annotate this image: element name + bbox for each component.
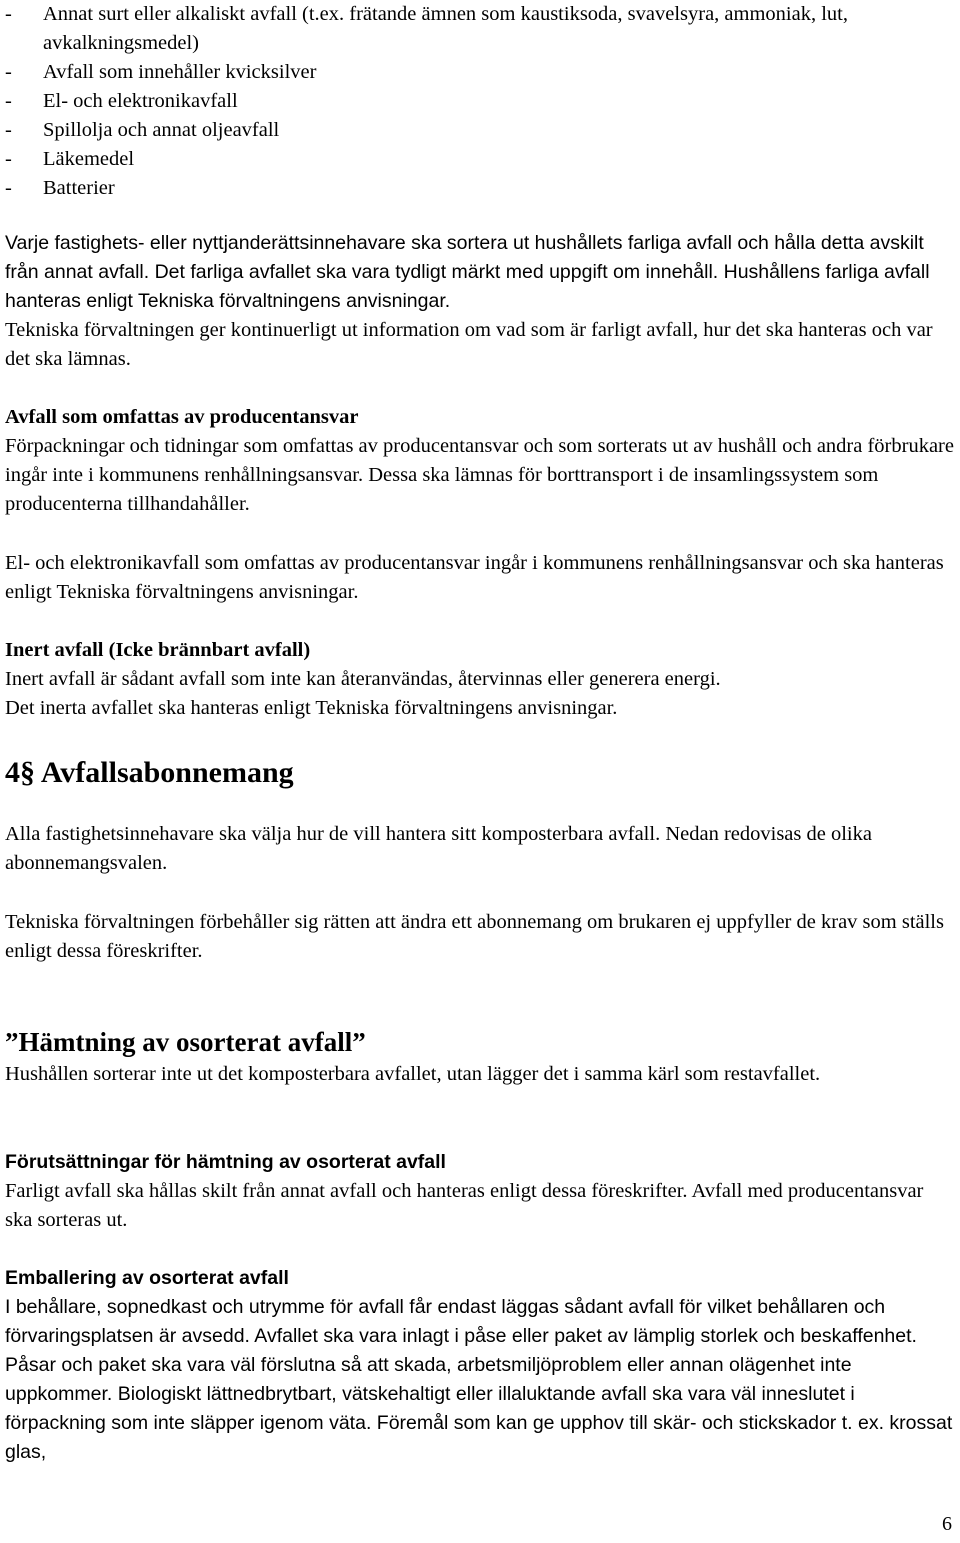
inert-waste-line-2: Det inerta avfallet ska hanteras enligt Tekniska förvaltningens anvisningar. bbox=[5, 697, 618, 719]
hazard-sorting-paragraph: Varje fastighets- eller nyttjanderättsinnehavare ska sortera ut hushållets farliga avfall och hålla detta avskilt från annat avfall. Det farliga avfallet ska vara tydligt märkt med uppgift om innehåll. Hushållens farliga avfall hanteras enligt Tekniska förvaltningens anvisningar. bbox=[5, 232, 930, 312]
electronics-paragraph: El- och elektronikavfall som omfattas av producentansvar ingår i kommunens renhållningsansvar och ska hanteras enligt Tekniska förvaltningens anvisningar. bbox=[5, 552, 944, 603]
list-dash: - bbox=[5, 90, 12, 112]
list-item bbox=[5, 0, 955, 58]
section-4-title: 4§ Avfallsabonnemang bbox=[5, 756, 294, 789]
list-item bbox=[5, 58, 955, 87]
conditions-paragraph: Farligt avfall ska hållas skilt från annat avfall och hanteras enligt dessa föreskrifter. Avfall med producentansvar ska sorteras ut. bbox=[5, 1180, 924, 1231]
list-dash: - bbox=[5, 177, 12, 199]
list-item bbox=[5, 145, 955, 174]
list-dash: - bbox=[5, 119, 12, 141]
producer-responsibility-paragraph: Förpackningar och tidningar som omfattas av producentansvar och som sorterats ut av hushåll och andra förbrukare ingår inte i kommunens renhållningsansvar. Dessa ska lämnas för borttransport i de insamlingssystem som producenterna tillhandahåller. bbox=[5, 435, 954, 515]
inert-waste-heading: Inert avfall (Icke brännbart avfall) bbox=[5, 639, 311, 661]
packaging-heading: Emballering av osorterat avfall bbox=[5, 1267, 289, 1289]
list-item bbox=[5, 87, 955, 116]
list-dash: - bbox=[5, 3, 12, 25]
producer-responsibility-heading: Avfall som omfattas av producentansvar bbox=[5, 406, 359, 428]
list-dash: - bbox=[5, 61, 12, 83]
list-dash: - bbox=[5, 148, 12, 170]
list-item-text: El- och elektronikavfall bbox=[43, 90, 238, 112]
list-item bbox=[5, 174, 955, 203]
subscription-intro-paragraph: Alla fastighetsinnehavare ska välja hur de vill hantera sitt komposterbara avfall. Nedan redovisas de olika abonnemangsvalen. bbox=[5, 823, 872, 874]
hazardous-waste-list bbox=[5, 0, 955, 203]
list-item-text: Annat surt eller alkaliskt avfall (t.ex. frätande ämnen som kaustiksoda, svavelsyra, ammoniak, lut, avkalkningsmedel) bbox=[43, 3, 848, 54]
list-item bbox=[5, 116, 955, 145]
unsorted-collection-paragraph: Hushållen sorterar inte ut det komposterbara avfallet, utan lägger det i samma kärl som restavfallet. bbox=[5, 1063, 821, 1085]
list-item-text: Spillolja och annat oljeavfall bbox=[43, 119, 280, 141]
list-item-text: Batterier bbox=[43, 177, 115, 199]
hazard-info-paragraph: Tekniska förvaltningen ger kontinuerligt ut information om vad som är farligt avfall, hur det ska hanteras och var det ska lämnas. bbox=[5, 319, 933, 370]
subscription-change-paragraph: Tekniska förvaltningen förbehåller sig rätten att ändra ett abonnemang om brukaren ej uppfyller de krav som ställs enligt dessa föreskrifter. bbox=[5, 911, 944, 962]
inert-waste-line-1: Inert avfall är sådant avfall som inte kan återanvändas, återvinnas eller generera energi. bbox=[5, 668, 721, 690]
page-number: 6 bbox=[942, 1513, 952, 1535]
packaging-paragraph: I behållare, sopnedkast och utrymme för avfall får endast läggas sådant avfall för vilket behållaren och förvaringsplatsen är avsedd. Avfallet ska vara inlagt i påse eller paket av lämplig storlek och beskaffenhet. Påsar och paket ska vara väl förslutna så att skada, arbetsmiljöproblem eller annan olägenhet inte uppkommer. Biologiskt lättnedbrytbart, vätskehaltigt eller illaluktande avfall ska vara väl inneslutet i förpackning som inte släpper igenom väta. Föremål som kan ge upphov till skär- och stickskador t. ex. krossat glas, bbox=[5, 1296, 953, 1463]
list-item-text: Avfall som innehåller kvicksilver bbox=[43, 61, 317, 83]
conditions-heading: Förutsättningar för hämtning av osorterat avfall bbox=[5, 1151, 446, 1173]
list-item-text: Läkemedel bbox=[43, 148, 135, 170]
unsorted-collection-title: ”Hämtning av osorterat avfall” bbox=[5, 1027, 366, 1057]
